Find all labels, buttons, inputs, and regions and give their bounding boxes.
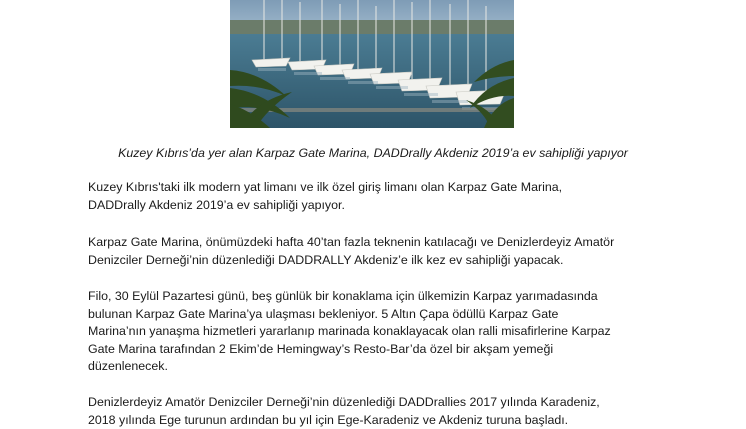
paragraph-line: bulunan Karpaz Gate Marina’ya ulaşması bekleniyor. 5 Altın Çapa ödüllü Karpaz Gate [88, 306, 559, 321]
paragraph-intro [88, 179, 668, 214]
paragraph-rally [88, 234, 668, 269]
paragraph-line: Denizlerdeyiz Amatör Denizciler Derneği’nin düzenlediği DADDrallies 2017 yılında Karadeniz, [88, 395, 600, 409]
paragraph-line: Marina’nın yanaşma hizmetleri yararlanıp marinada konaklayacak olan ralli misafirlerine Karpaz [88, 324, 611, 339]
marina-photo-image [230, 0, 514, 128]
photo-caption: Kuzey Kıbrıs’da yer alan Karpaz Gate Marina, DADDrally Akdeniz 2019’a ev sahipliği yapıyor [118, 146, 628, 160]
paragraph-line: düzenlenecek. [88, 359, 168, 374]
paragraph-line: Gate Marina tarafından 2 Ekim’de Hemingway’s Resto-Bar’da özel bir akşam yemeği [88, 341, 554, 356]
paragraph-history [88, 394, 668, 429]
paragraph-line: 2018 yılında Ege turunun ardından bu yıl için Ege-Karadeniz ve Akdeniz turuna başladı. [88, 412, 569, 427]
paragraph-line: Kuzey Kıbrıs'taki ilk modern yat limanı ve ilk özel giriş limanı olan Karpaz Gate Marina, [88, 180, 563, 194]
marina-photo [230, 0, 514, 128]
paragraph-line: Karpaz Gate Marina, önümüzdeki hafta 40’tan fazla teknenin katılacağı ve Denizlerdeyiz Amatör [88, 235, 615, 249]
paragraph-line: Filo, 30 Eylül Pazartesi günü, beş günlük bir konaklama için ülkemizin Karpaz yarımadasında [88, 289, 598, 303]
paragraph-line: DADDrally Akdeniz 2019’a ev sahipliği yapıyor. [88, 197, 345, 212]
paragraph-fleet [88, 288, 668, 376]
paragraph-line: Denizciler Derneği’nin düzenlediği DADDRALLY Akdeniz’e ilk kez ev sahipliği yapacak. [88, 252, 564, 267]
